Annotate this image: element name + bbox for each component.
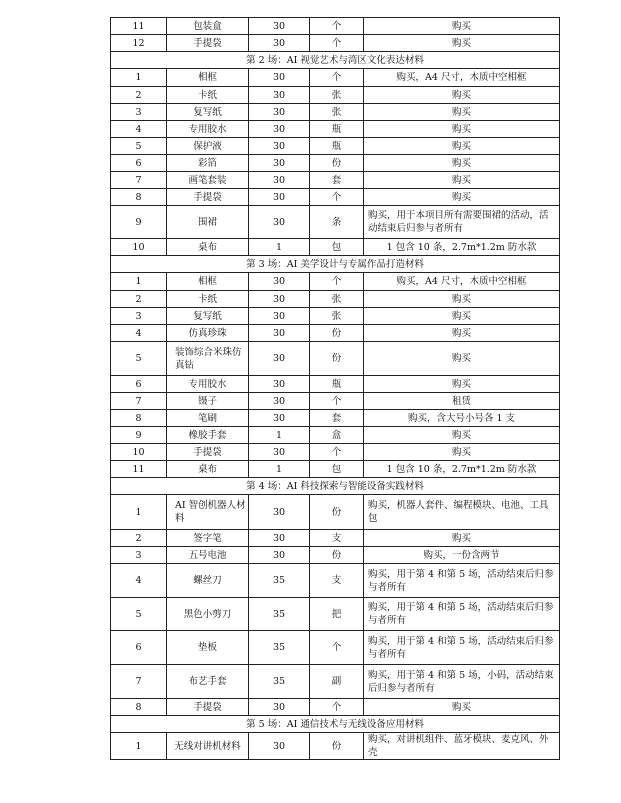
section-header-row — [111, 52, 560, 69]
unit-cell: 份 — [310, 547, 364, 564]
table-row — [111, 444, 560, 461]
remarks-cell: 购买，A4 尺寸，木质中空相框 — [364, 273, 560, 291]
row-number-cell: 3 — [111, 547, 167, 564]
remarks-cell: 购买 — [364, 138, 560, 155]
row-number-cell: 8 — [111, 189, 167, 206]
item-name-cell: 复写纸 — [167, 104, 249, 121]
row-number-cell: 5 — [111, 598, 167, 631]
row-number-cell: 1 — [111, 495, 167, 530]
table-row — [111, 273, 560, 291]
row-number-cell: 11 — [111, 461, 167, 478]
quantity-cell: 30 — [249, 206, 310, 239]
table-row — [111, 733, 560, 760]
item-name-cell: 螺丝刀 — [167, 564, 249, 598]
row-number-cell: 8 — [111, 410, 167, 427]
row-number-cell: 4 — [111, 121, 167, 138]
item-name-cell: 相框 — [167, 273, 249, 291]
unit-cell: 份 — [310, 495, 364, 530]
quantity-cell: 1 — [249, 461, 310, 478]
unit-cell: 副 — [310, 665, 364, 699]
section-title: 第 5 场：AI 通信技术与无线设备应用材料 — [111, 716, 560, 733]
row-number-cell: 3 — [111, 104, 167, 121]
quantity-cell: 30 — [249, 189, 310, 206]
row-number-cell: 6 — [111, 155, 167, 172]
unit-cell: 个 — [310, 35, 364, 52]
unit-cell: 把 — [310, 598, 364, 631]
remarks-cell: 购买 — [364, 104, 560, 121]
remarks-cell: 购买 — [364, 172, 560, 189]
item-name-cell: 卡纸 — [167, 87, 249, 104]
item-name-cell: 手提袋 — [167, 189, 249, 206]
remarks-cell: 购买，A4 尺寸，木质中空相框 — [364, 69, 560, 87]
quantity-cell: 30 — [249, 325, 310, 342]
table-row — [111, 547, 560, 564]
row-number-cell: 7 — [111, 393, 167, 410]
item-name-cell: 包装盒 — [167, 18, 249, 35]
row-number-cell: 2 — [111, 291, 167, 308]
remarks-cell: 购买 — [364, 18, 560, 35]
row-number-cell: 9 — [111, 427, 167, 444]
item-name-cell: 复写纸 — [167, 308, 249, 325]
item-name-cell: 桌布 — [167, 461, 249, 478]
row-number-cell: 5 — [111, 342, 167, 376]
row-number-cell: 9 — [111, 206, 167, 239]
table-row — [111, 665, 560, 699]
unit-cell: 瓶 — [310, 376, 364, 393]
unit-cell: 瓶 — [310, 121, 364, 138]
quantity-cell: 30 — [249, 376, 310, 393]
row-number-cell: 3 — [111, 308, 167, 325]
item-name-cell: 签字笔 — [167, 530, 249, 547]
item-name-cell: 黑色小剪刀 — [167, 598, 249, 631]
remarks-cell: 购买，用于第 4 和第 5 场，活动结束后归参与者所有 — [364, 631, 560, 665]
table-row — [111, 564, 560, 598]
quantity-cell: 1 — [249, 239, 310, 256]
row-number-cell: 11 — [111, 18, 167, 35]
row-number-cell: 5 — [111, 138, 167, 155]
quantity-cell: 30 — [249, 495, 310, 530]
item-name-cell: 相框 — [167, 69, 249, 87]
unit-cell: 个 — [310, 18, 364, 35]
quantity-cell: 35 — [249, 665, 310, 699]
item-name-cell: 卡纸 — [167, 291, 249, 308]
row-number-cell: 4 — [111, 325, 167, 342]
table-row — [111, 410, 560, 427]
item-name-cell: 五号电池 — [167, 547, 249, 564]
row-number-cell: 6 — [111, 376, 167, 393]
quantity-cell: 30 — [249, 35, 310, 52]
item-name-cell: 手提袋 — [167, 444, 249, 461]
remarks-cell: 购买，一份含两节 — [364, 547, 560, 564]
unit-cell: 条 — [310, 206, 364, 239]
quantity-cell: 1 — [249, 427, 310, 444]
table-row — [111, 155, 560, 172]
quantity-cell: 35 — [249, 564, 310, 598]
quantity-cell: 30 — [249, 393, 310, 410]
table-row — [111, 138, 560, 155]
table-row — [111, 87, 560, 104]
item-name-cell: 布艺手套 — [167, 665, 249, 699]
unit-cell: 个 — [310, 273, 364, 291]
row-number-cell: 2 — [111, 530, 167, 547]
unit-cell: 份 — [310, 733, 364, 760]
unit-cell: 个 — [310, 189, 364, 206]
unit-cell: 个 — [310, 69, 364, 87]
remarks-cell: 购买 — [364, 699, 560, 716]
unit-cell: 支 — [310, 530, 364, 547]
item-name-cell: 仿真珍珠 — [167, 325, 249, 342]
quantity-cell: 30 — [249, 121, 310, 138]
table-row — [111, 699, 560, 716]
remarks-cell: 购买 — [364, 444, 560, 461]
item-name-cell: 专用胶水 — [167, 376, 249, 393]
item-name-cell: 桌布 — [167, 239, 249, 256]
item-name-cell: 专用胶水 — [167, 121, 249, 138]
quantity-cell: 30 — [249, 87, 310, 104]
item-name-cell: 无线对讲机材料 — [167, 733, 249, 760]
unit-cell: 包 — [310, 239, 364, 256]
unit-cell: 瓶 — [310, 138, 364, 155]
remarks-cell: 购买 — [364, 376, 560, 393]
remarks-cell: 购买 — [364, 308, 560, 325]
table-row — [111, 69, 560, 87]
row-number-cell: 10 — [111, 239, 167, 256]
section-header-row — [111, 716, 560, 733]
table-row — [111, 598, 560, 631]
unit-cell: 张 — [310, 104, 364, 121]
quantity-cell: 30 — [249, 18, 310, 35]
table-row — [111, 239, 560, 256]
unit-cell: 张 — [310, 87, 364, 104]
quantity-cell: 30 — [249, 138, 310, 155]
unit-cell: 套 — [310, 172, 364, 189]
row-number-cell: 7 — [111, 665, 167, 699]
table-row — [111, 18, 560, 35]
remarks-cell: 1 包含 10 条，2.7m*1.2m 防水款 — [364, 461, 560, 478]
table-row — [111, 376, 560, 393]
row-number-cell: 7 — [111, 172, 167, 189]
section-header-row — [111, 478, 560, 495]
row-number-cell: 1 — [111, 69, 167, 87]
unit-cell: 盒 — [310, 427, 364, 444]
row-number-cell: 12 — [111, 35, 167, 52]
unit-cell: 个 — [310, 699, 364, 716]
item-name-cell: 围裙 — [167, 206, 249, 239]
table-row — [111, 189, 560, 206]
quantity-cell: 30 — [249, 69, 310, 87]
quantity-cell: 30 — [249, 342, 310, 376]
unit-cell: 个 — [310, 393, 364, 410]
remarks-cell: 购买 — [364, 155, 560, 172]
item-name-cell: 手提袋 — [167, 35, 249, 52]
remarks-cell: 购买 — [364, 325, 560, 342]
remarks-cell: 购买 — [364, 35, 560, 52]
table-row — [111, 172, 560, 189]
table-row — [111, 291, 560, 308]
table-row — [111, 530, 560, 547]
item-name-cell: 镊子 — [167, 393, 249, 410]
quantity-cell: 30 — [249, 155, 310, 172]
remarks-cell: 购买，用于第 4 和第 5 场，活动结束后归参与者所有 — [364, 598, 560, 631]
row-number-cell: 1 — [111, 733, 167, 760]
remarks-cell: 1 包含 10 条，2.7m*1.2m 防水款 — [364, 239, 560, 256]
table-row — [111, 393, 560, 410]
table-row — [111, 631, 560, 665]
materials-table — [110, 17, 560, 760]
quantity-cell: 35 — [249, 631, 310, 665]
quantity-cell: 30 — [249, 530, 310, 547]
remarks-cell: 购买，对讲机组件、蓝牙模块、麦克风、外壳 — [364, 733, 560, 760]
quantity-cell: 30 — [249, 104, 310, 121]
section-header-row — [111, 256, 560, 273]
remarks-cell: 购买 — [364, 427, 560, 444]
quantity-cell: 30 — [249, 308, 310, 325]
remarks-cell: 购买 — [364, 342, 560, 376]
table-row — [111, 461, 560, 478]
row-number-cell: 6 — [111, 631, 167, 665]
materials-table-body — [111, 18, 560, 760]
remarks-cell: 购买 — [364, 189, 560, 206]
unit-cell: 支 — [310, 564, 364, 598]
row-number-cell: 10 — [111, 444, 167, 461]
remarks-cell: 购买，用于第 4 和第 5 场，小码，活动结束后归参与者所有 — [364, 665, 560, 699]
remarks-cell: 购买，机器人套件、编程模块、电池、工具包 — [364, 495, 560, 530]
item-name-cell: 笔刷 — [167, 410, 249, 427]
remarks-cell: 租赁 — [364, 393, 560, 410]
section-title: 第 2 场：AI 视觉艺术与湾区文化表达材料 — [111, 52, 560, 69]
unit-cell: 份 — [310, 325, 364, 342]
remarks-cell: 购买 — [364, 87, 560, 104]
remarks-cell: 购买，用于本项目所有需要围裙的活动，活动结束后归参与者所有 — [364, 206, 560, 239]
table-row — [111, 342, 560, 376]
unit-cell: 个 — [310, 444, 364, 461]
quantity-cell: 30 — [249, 273, 310, 291]
unit-cell: 个 — [310, 631, 364, 665]
remarks-cell: 购买 — [364, 530, 560, 547]
unit-cell: 张 — [310, 291, 364, 308]
remarks-cell: 购买 — [364, 121, 560, 138]
item-name-cell: 保护液 — [167, 138, 249, 155]
section-title: 第 4 场：AI 科技探索与智能设备实践材料 — [111, 478, 560, 495]
quantity-cell: 30 — [249, 733, 310, 760]
remarks-cell: 购买，含大号小号各 1 支 — [364, 410, 560, 427]
item-name-cell: AI 智创机器人材料 — [167, 495, 249, 530]
row-number-cell: 8 — [111, 699, 167, 716]
quantity-cell: 30 — [249, 291, 310, 308]
section-title: 第 3 场：AI 美学设计与专属作品打造材料 — [111, 256, 560, 273]
unit-cell: 包 — [310, 461, 364, 478]
item-name-cell: 橡胶手套 — [167, 427, 249, 444]
row-number-cell: 4 — [111, 564, 167, 598]
unit-cell: 张 — [310, 308, 364, 325]
quantity-cell: 30 — [249, 410, 310, 427]
table-row — [111, 427, 560, 444]
unit-cell: 套 — [310, 410, 364, 427]
table-row — [111, 495, 560, 530]
table-row — [111, 206, 560, 239]
row-number-cell: 1 — [111, 273, 167, 291]
remarks-cell: 购买，用于第 4 和第 5 场，活动结束后归参与者所有 — [364, 564, 560, 598]
table-row — [111, 104, 560, 121]
unit-cell: 份 — [310, 155, 364, 172]
quantity-cell: 35 — [249, 598, 310, 631]
quantity-cell: 30 — [249, 172, 310, 189]
quantity-cell: 30 — [249, 444, 310, 461]
quantity-cell: 30 — [249, 699, 310, 716]
remarks-cell: 购买 — [364, 291, 560, 308]
table-row — [111, 308, 560, 325]
item-name-cell: 画笔套装 — [167, 172, 249, 189]
table-row — [111, 121, 560, 138]
item-name-cell: 垫板 — [167, 631, 249, 665]
table-row — [111, 35, 560, 52]
item-name-cell: 彩箔 — [167, 155, 249, 172]
quantity-cell: 30 — [249, 547, 310, 564]
item-name-cell: 装饰综合米珠仿真钻 — [167, 342, 249, 376]
row-number-cell: 2 — [111, 87, 167, 104]
item-name-cell: 手提袋 — [167, 699, 249, 716]
table-row — [111, 325, 560, 342]
unit-cell: 份 — [310, 342, 364, 376]
